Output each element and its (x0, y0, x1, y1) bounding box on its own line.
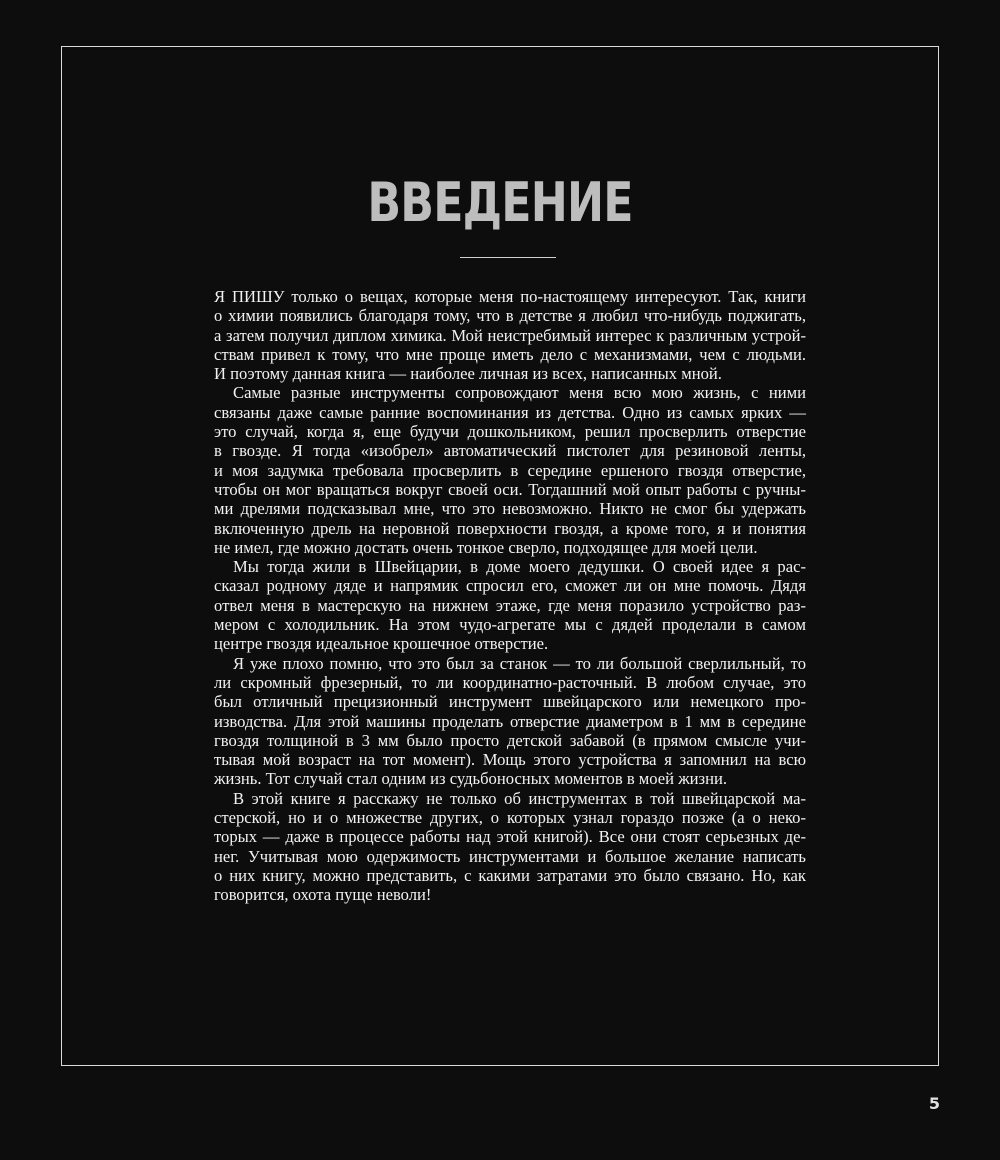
text-line: центре гвоздя идеальное крошечное отверстие. (214, 634, 549, 654)
text-line: о них книгу, можно представить, с какими затратами это было связано. Но, как (214, 865, 806, 885)
paragraph (214, 383, 806, 557)
text-line: торых — даже в процессе работы над этой книгой). Все они стоят серьезных де- (214, 827, 806, 847)
text-line: В этой книге я расскажу не только об инструментах в той швейцарской ма- (233, 788, 806, 808)
text-line: сказал родному дяде и напрямик спросил его, сможет ли он мне помочь. Дядя (214, 576, 806, 596)
text-line: Самые разные инструменты сопровождают меня всю мою жизнь, с ними (233, 383, 806, 403)
body-text (214, 287, 806, 905)
paragraph (214, 287, 806, 383)
text-line: а затем получил диплом химика. Мой неистребимый интерес к различным устрой- (214, 325, 806, 345)
text-line: ми дрелями подсказывал мне, что это невозможно. Никто не смог бы удержать (214, 499, 806, 519)
text-line: включенную дрель на неровной поверхности гвоздя, а кроме того, я и понятия (214, 518, 806, 538)
paragraph (214, 789, 806, 905)
text-line: не имел, где можно достать очень тонкое сверло, подходящее для моей цели. (214, 537, 758, 557)
text-line: отвел меня в мастерскую на нижнем этаже, где меня поразило устройство раз- (214, 595, 806, 615)
text-line: жизнь. Тот случай стал одним из судьбоносных моментов в моей жизни. (214, 769, 728, 789)
text-line: нег. Учитывая мою одержимость инструментами и большое желание написать (214, 846, 806, 866)
text-line: И поэтому данная книга — наиболее личная из всех, написанных мной. (214, 364, 722, 384)
text-line: говорится, охота пуще неволи! (214, 885, 432, 905)
text-line: Мы тогда жили в Швейцарии, в доме моего дедушки. О своей идее я рас- (233, 557, 806, 577)
title-divider (460, 257, 556, 258)
text-line: был отличный прецизионный инструмент швейцарского или немецкого про- (214, 692, 806, 712)
text-line: мером с холодильник. На этом чудо-агрегате мы с дядей проделали в самом (214, 615, 806, 635)
text-line: связаны даже самые ранние воспоминания из детства. Одно из самых ярких — (214, 402, 806, 422)
text-line: гвоздя толщиной в 3 мм было просто детской забавой (в прямом смысле учи- (214, 730, 806, 750)
text-line: стерской, но и о множестве других, о которых узнал гораздо позже (а о неко- (214, 808, 806, 828)
text-line: Я уже плохо помню, что это был за станок — то ли большой сверлильный, то (233, 653, 806, 673)
text-line: в гвозде. Я тогда «изобрел» автоматический пистолет для резиновой ленты, (214, 441, 806, 461)
text-line: изводства. Для этой машины проделать отверстие диаметром в 1 мм в середине (214, 711, 806, 731)
text-line: это случай, когда я, еще будучи дошкольником, решил просверлить отверстие (214, 422, 806, 442)
text-line: о химии появились благодаря тому, что в детстве я любил что-нибудь поджигать, (214, 306, 806, 326)
paragraph (214, 654, 806, 789)
text-line: Я ПИШУ только о вещах, которые меня по-настоящему интересуют. Так, книги (214, 287, 806, 306)
text-line: тывая мой возраст на тот момент). Мощь этого устройства я запомнил на всю (214, 750, 806, 770)
text-line: чтобы он мог вращаться вокруг своей оси. Тогдашний мой опыт работы с ручны- (214, 479, 806, 499)
page-number: 5 (928, 1094, 940, 1113)
chapter-title: ВВЕДЕНИЕ (367, 171, 633, 234)
text-line: ствам привел к тому, что мне проще иметь дело с механизмами, чем с людьми. (214, 344, 806, 364)
text-line: и моя задумка требовала просверлить в середине ершеного гвоздя отверстие, (214, 460, 806, 480)
text-line: ли скромный фрезерный, то ли координатно-расточный. В любом случае, это (214, 672, 806, 692)
paragraph (214, 557, 806, 653)
